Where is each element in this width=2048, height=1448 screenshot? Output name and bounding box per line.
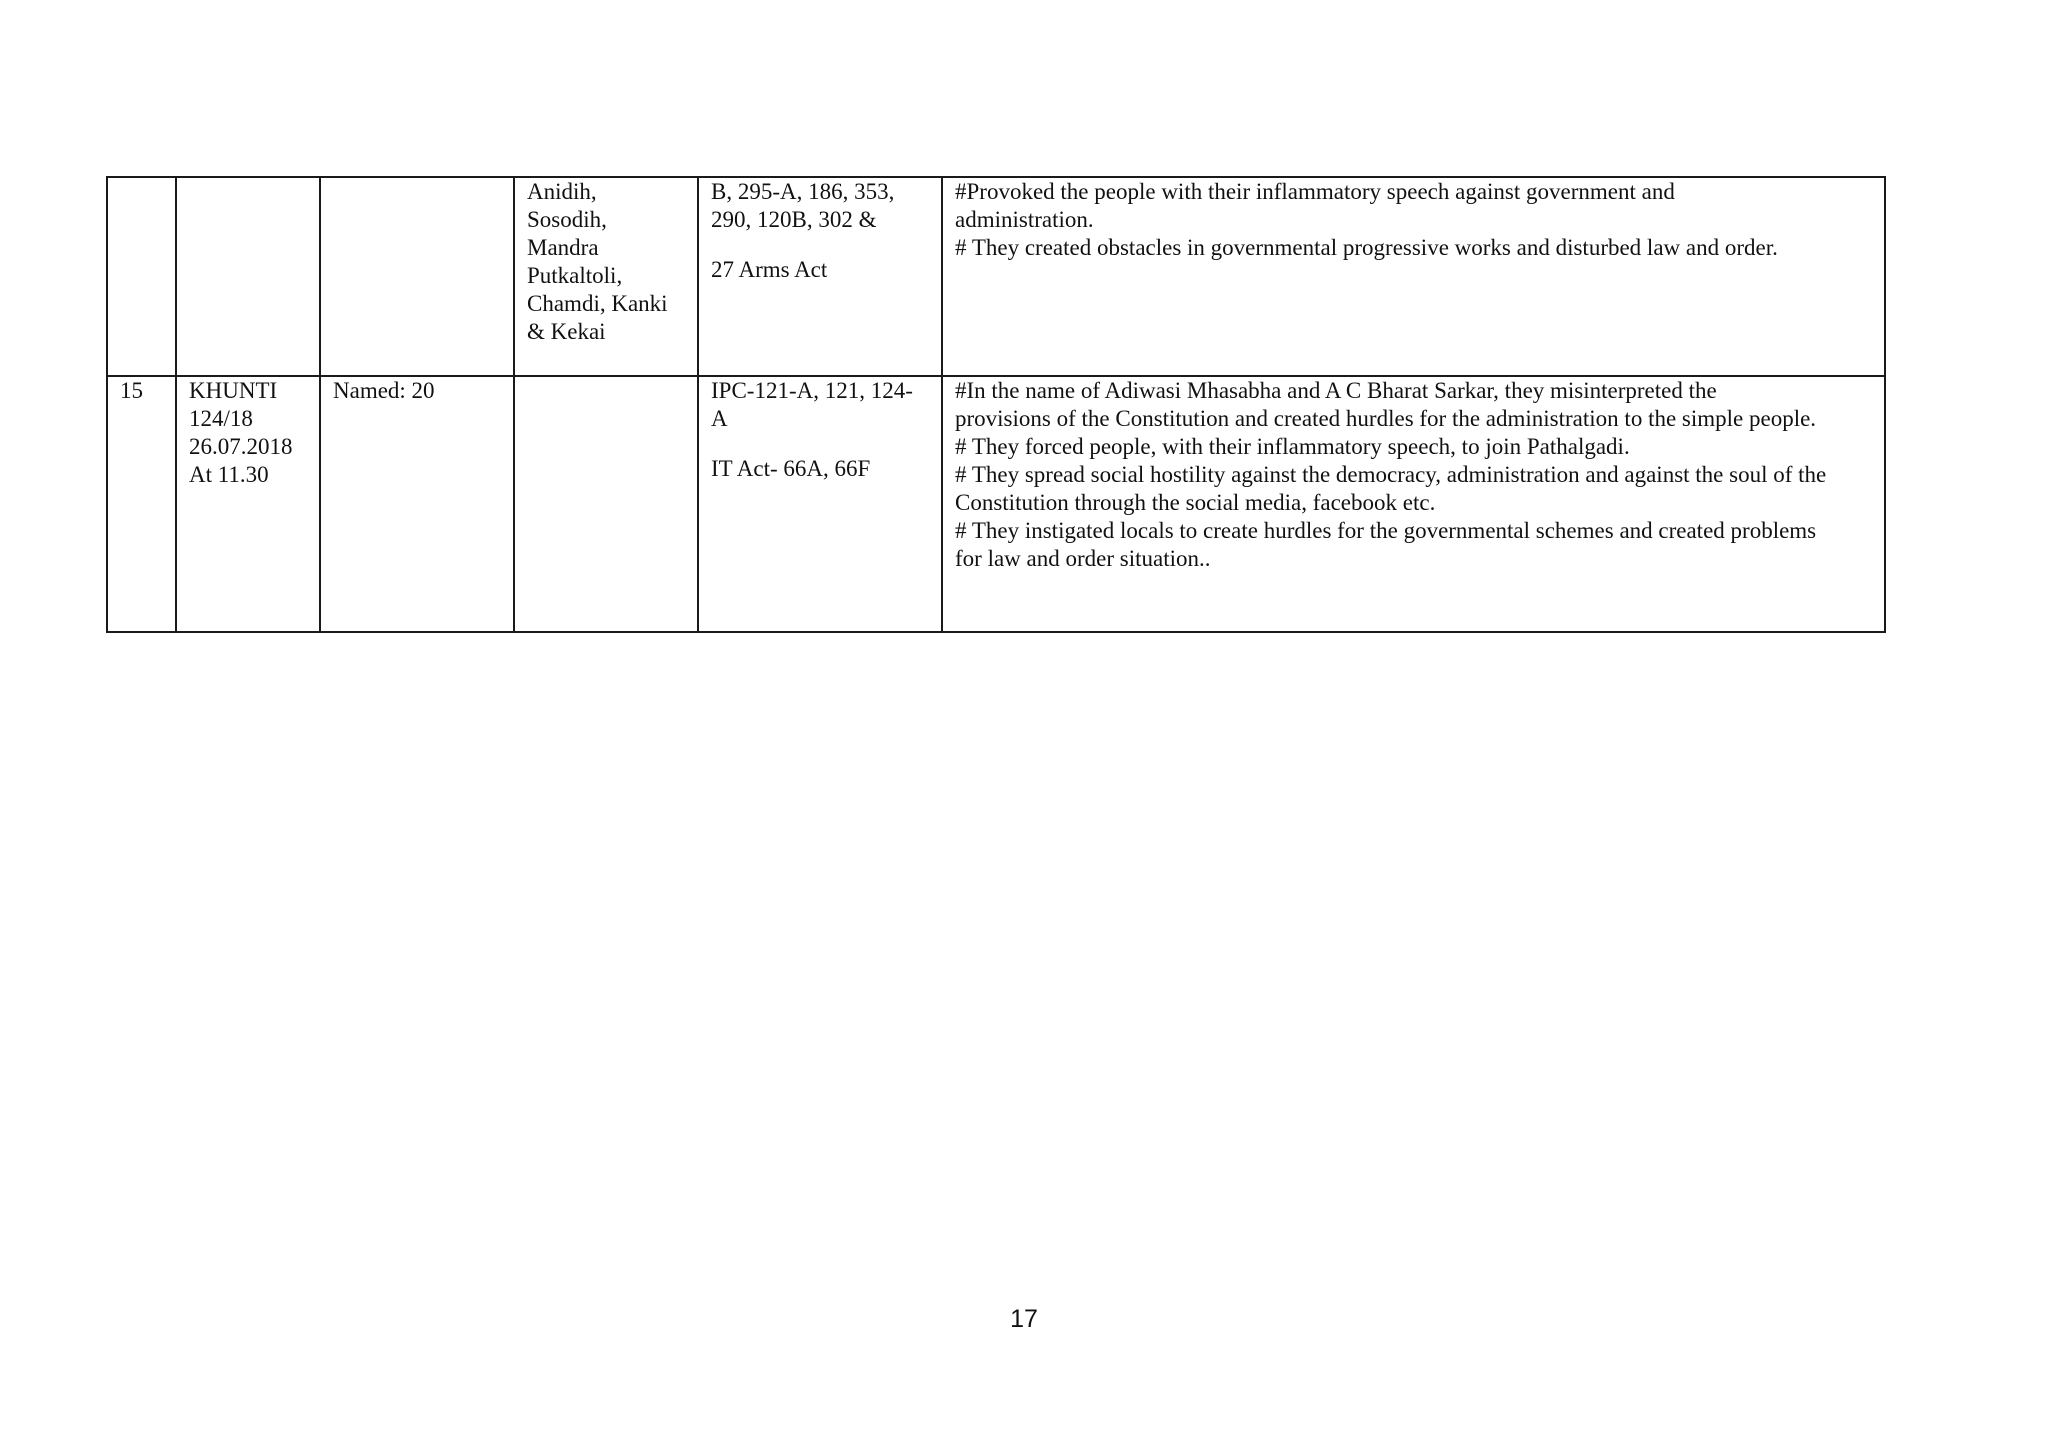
section-line: A [711,406,728,431]
allegation-line: Constitution through the social media, facebook etc. [955,490,1436,515]
accused-cell [320,177,514,376]
case-ref-line: At 11.30 [189,462,269,487]
section-line: IPC-121-A, 121, 124- [711,378,913,403]
page-number: 17 [1010,1305,1038,1333]
allegation-line: #Provoked the people with their inflammatory speech against government and [955,179,1675,204]
allegation-line: administration. [955,207,1094,232]
place-line: Mandra [527,235,599,260]
records-table [106,176,1886,633]
places-cell [514,177,698,376]
allegation-line: provisions of the Constitution and created hurdles for the administration to the simple people. [955,406,1817,431]
table-row [107,177,1885,376]
allegations-cell [942,376,1885,632]
place-line: Chamdi, Kanki [527,291,668,316]
sl-no-cell [107,376,176,632]
case-ref-cell [176,177,320,376]
accused: Named: 20 [333,378,435,403]
sl-no: 15 [120,378,143,403]
allegations-cell [942,177,1885,376]
case-ref-line: 124/18 [189,406,253,431]
allegation-line: # They created obstacles in governmental progressive works and disturbed law and order. [955,235,1778,260]
allegation-line: # They spread social hostility against the democracy, administration and against the soul of the [955,462,1827,487]
allegation-line: #In the name of Adiwasi Mhasabha and A C Bharat Sarkar, they misinterpreted the [955,378,1717,403]
allegation-line: # They forced people, with their inflammatory speech, to join Pathalgadi. [955,434,1630,459]
sl-no-cell [107,177,176,376]
sections-cell [698,376,942,632]
allegation-line: # They instigated locals to create hurdles for the governmental schemes and created problems [955,518,1817,543]
place-line: Putkaltoli, [527,263,623,288]
place-line: & Kekai [527,319,606,344]
place-line: Anidih, [527,179,597,204]
places-cell [514,376,698,632]
sections-cell [698,177,942,376]
section-line: B, 295-A, 186, 353, [711,179,895,204]
case-ref-line: 26.07.2018 [189,434,293,459]
allegation-line: for law and order situation.. [955,546,1211,571]
table-row [107,376,1885,632]
place-line: Sosodih, [527,207,607,232]
case-ref-line: KHUNTI [189,378,278,403]
accused-cell [320,376,514,632]
section-line: IT Act- 66A, 66F [711,456,871,481]
section-line: 290, 120B, 302 & [711,207,877,232]
case-ref-cell [176,376,320,632]
section-line: 27 Arms Act [711,257,828,282]
